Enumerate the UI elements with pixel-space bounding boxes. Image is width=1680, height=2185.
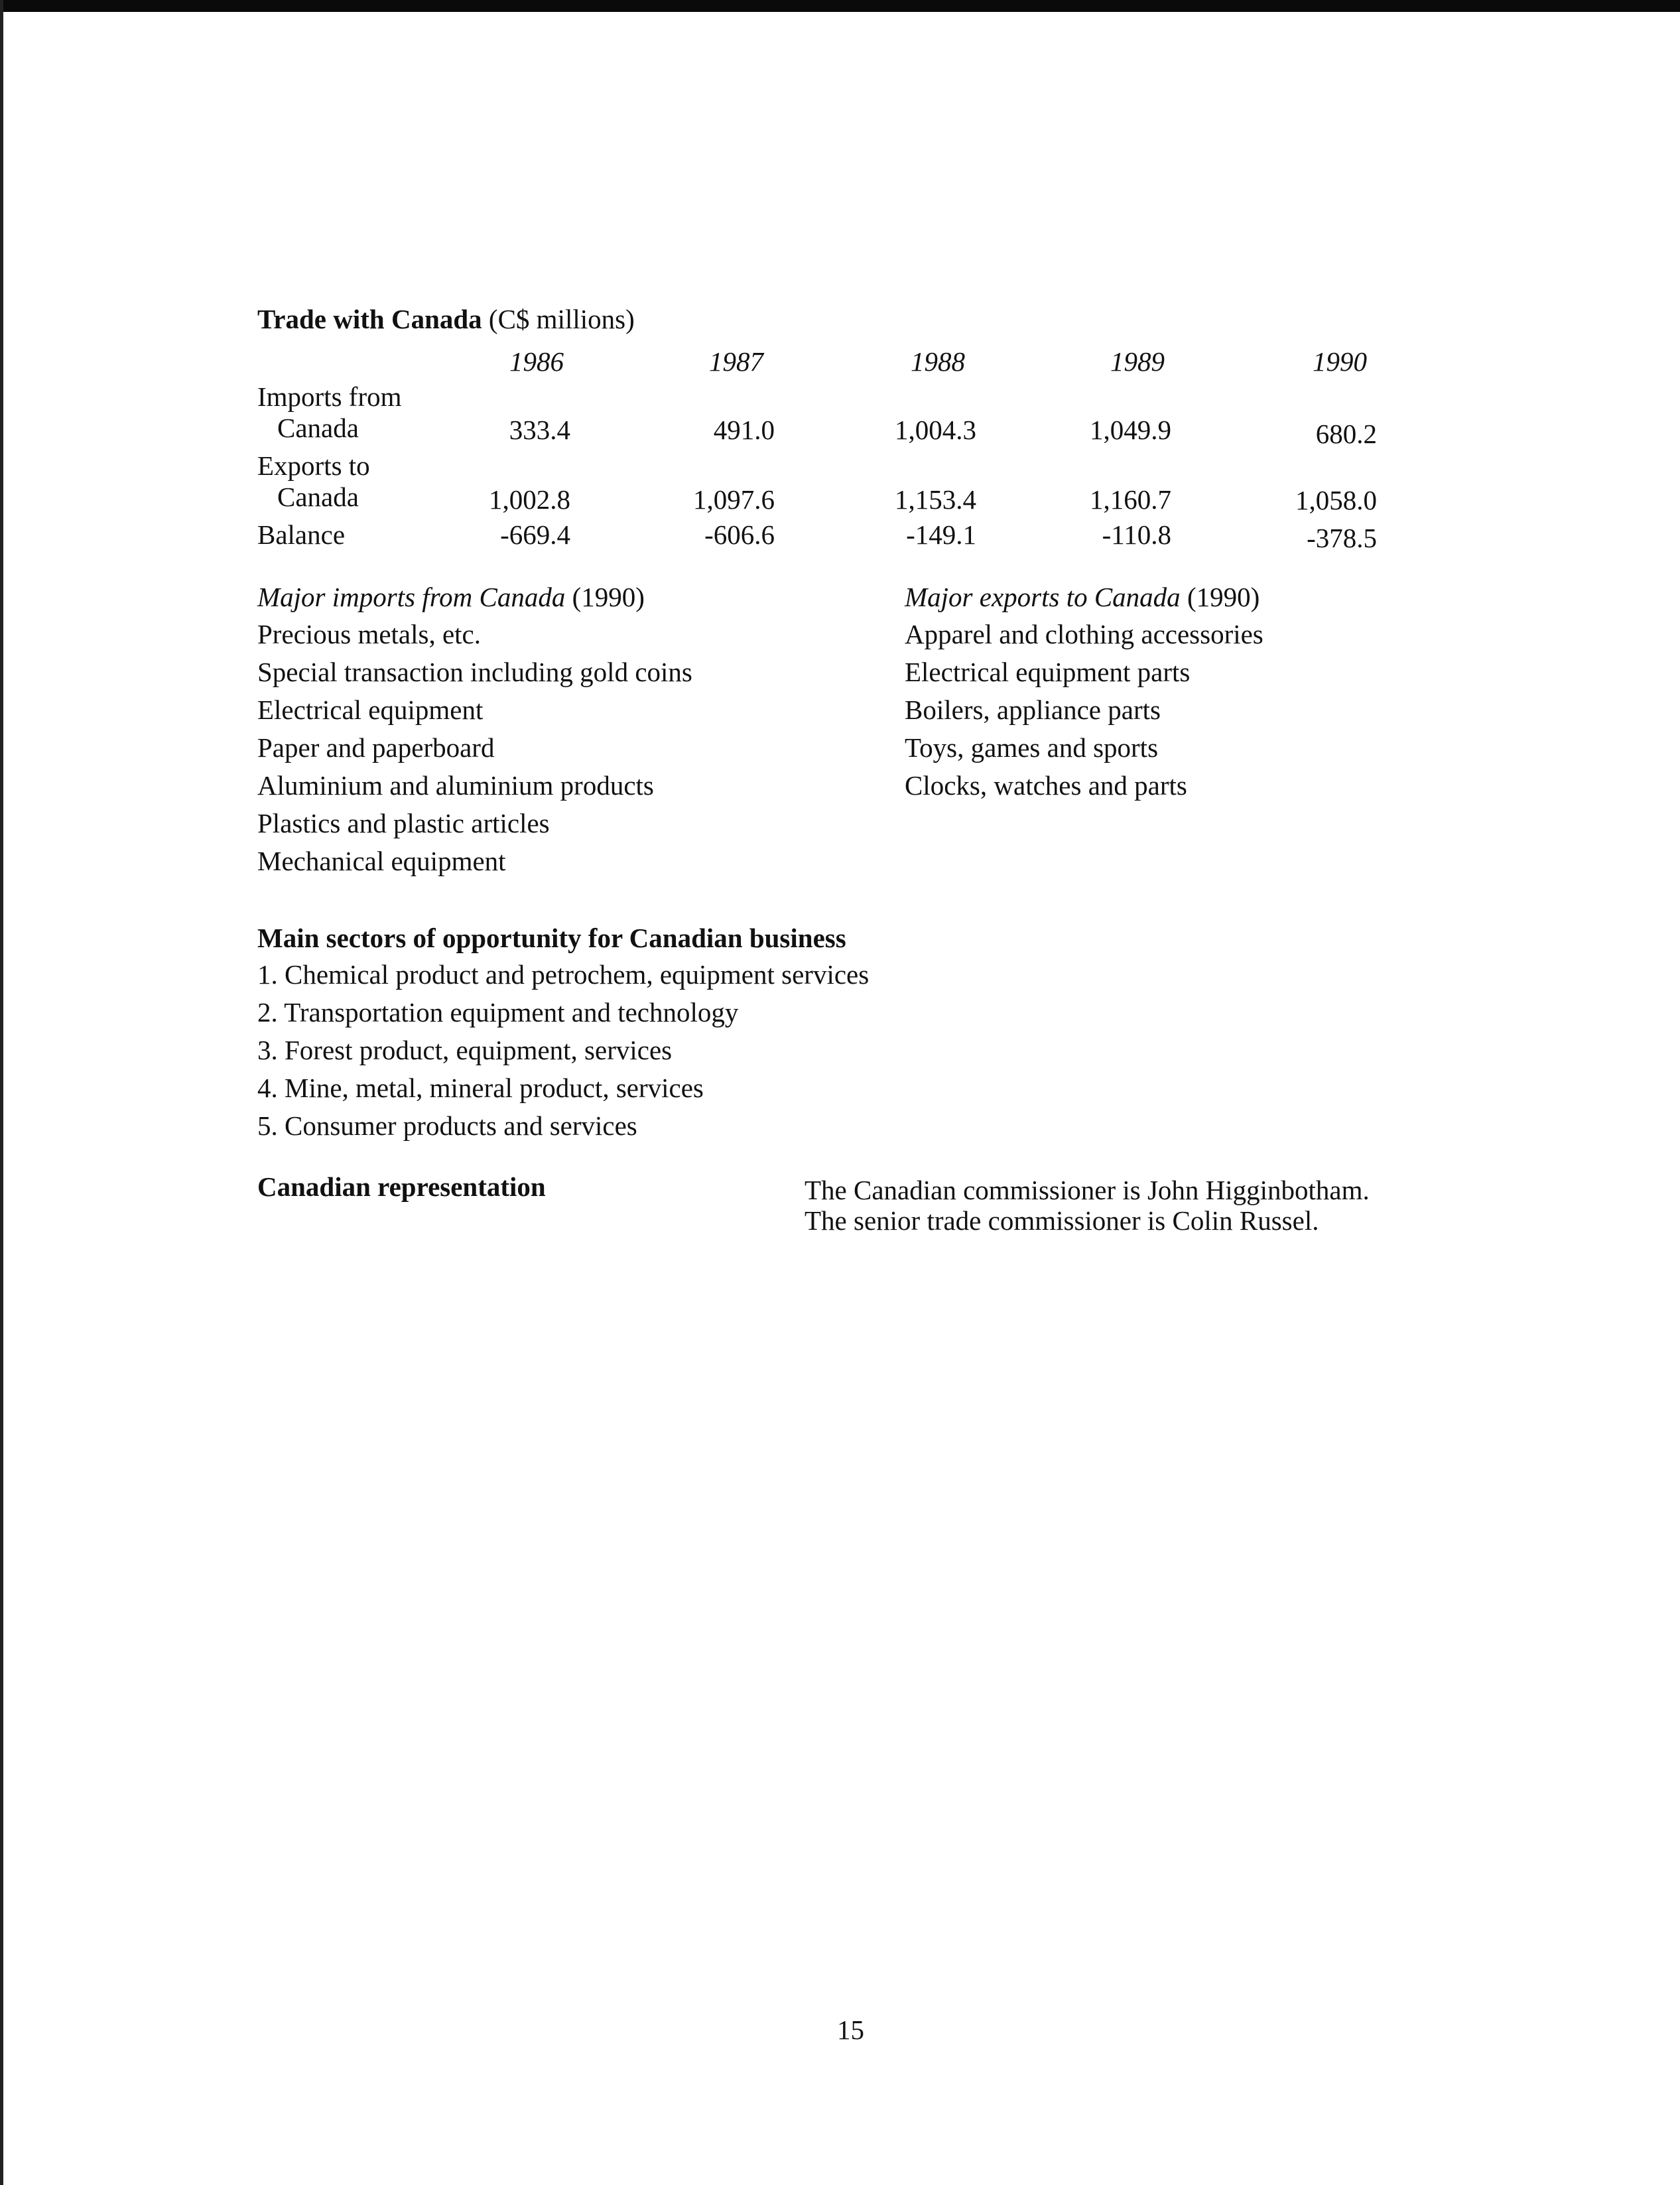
imports-1989: 1,049.9 <box>1090 415 1171 445</box>
balance-1986: -669.4 <box>500 519 570 550</box>
row-label-imports-line1: Imports from <box>257 381 402 412</box>
list-item: Clocks, watches and parts <box>905 770 1187 801</box>
list-item: Electrical equipment parts <box>905 657 1191 687</box>
year-1990: 1990 <box>1313 346 1367 377</box>
representation-text <box>805 1173 1370 1234</box>
balance-1990: -378.5 <box>1307 523 1377 553</box>
year-1989: 1989 <box>1110 346 1165 377</box>
row-label-imports-line2: Canada <box>277 413 359 443</box>
list-item: Toys, games and sports <box>905 732 1159 763</box>
list-item: 2. Transportation equipment and technology <box>257 997 739 1027</box>
list-item: Precious metals, etc. <box>257 619 482 649</box>
exports-heading-line <box>905 580 1260 614</box>
trade-table-unit: (C$ millions) <box>488 304 635 334</box>
list-item: Paper and paperboard <box>257 732 495 763</box>
year-1987: 1987 <box>709 346 763 377</box>
list-item: Plastics and plastic articles <box>257 808 550 838</box>
exports-year: (1990) <box>1187 582 1260 612</box>
exports-1986: 1,002.8 <box>489 484 570 515</box>
exports-1989: 1,160.7 <box>1090 484 1171 515</box>
list-item: Boilers, appliance parts <box>905 695 1161 725</box>
year-1988: 1988 <box>911 346 965 377</box>
representation-line: The Canadian commissioner is John Higginbotham. <box>805 1175 1370 1205</box>
row-label-exports-line2: Canada <box>277 482 359 512</box>
exports-1990: 1,058.0 <box>1295 485 1377 515</box>
exports-1988: 1,153.4 <box>895 484 976 515</box>
page-number: 15 <box>837 2015 864 2045</box>
list-item: 3. Forest product, equipment, services <box>257 1035 673 1065</box>
sectors-list <box>257 958 869 1147</box>
sectors-heading: Main sectors of opportunity for Canadian business <box>257 923 846 953</box>
list-item: Special transaction including gold coins <box>257 657 692 687</box>
scan-left-edge <box>0 0 3 2185</box>
exports-list <box>905 618 1263 807</box>
imports-1990: 680.2 <box>1315 419 1377 449</box>
balance-1988: -149.1 <box>906 519 976 550</box>
representation-heading: Canadian representation <box>257 1171 546 1202</box>
imports-1987: 491.0 <box>713 415 775 445</box>
row-label-balance: Balance <box>257 519 346 550</box>
scan-top-edge <box>0 0 1680 12</box>
trade-table-title: Trade with Canada <box>257 304 482 334</box>
imports-heading-line <box>257 580 645 614</box>
imports-1988: 1,004.3 <box>895 415 976 445</box>
representation-line: The senior trade commissioner is Colin Russel. <box>805 1205 1319 1236</box>
row-label-exports-line1: Exports to <box>257 450 370 481</box>
imports-list <box>257 618 692 882</box>
list-item: Mechanical equipment <box>257 846 506 876</box>
year-1986: 1986 <box>509 346 564 377</box>
list-item: 1. Chemical product and petrochem, equipment services <box>257 959 870 990</box>
exports-1987: 1,097.6 <box>693 484 775 515</box>
balance-1987: -606.6 <box>704 519 775 550</box>
balance-1989: -110.8 <box>1102 519 1171 550</box>
imports-heading: Major imports from Canada <box>257 582 566 612</box>
imports-year: (1990) <box>572 582 645 612</box>
list-item: 4. Mine, metal, mineral product, services <box>257 1073 704 1103</box>
trade-table-heading <box>257 302 635 336</box>
list-item: Electrical equipment <box>257 695 484 725</box>
list-item: 5. Consumer products and services <box>257 1110 637 1141</box>
list-item: Apparel and clothing accessories <box>905 619 1263 649</box>
imports-1986: 333.4 <box>509 415 570 445</box>
exports-heading: Major exports to Canada <box>905 582 1181 612</box>
list-item: Aluminium and aluminium products <box>257 770 654 801</box>
